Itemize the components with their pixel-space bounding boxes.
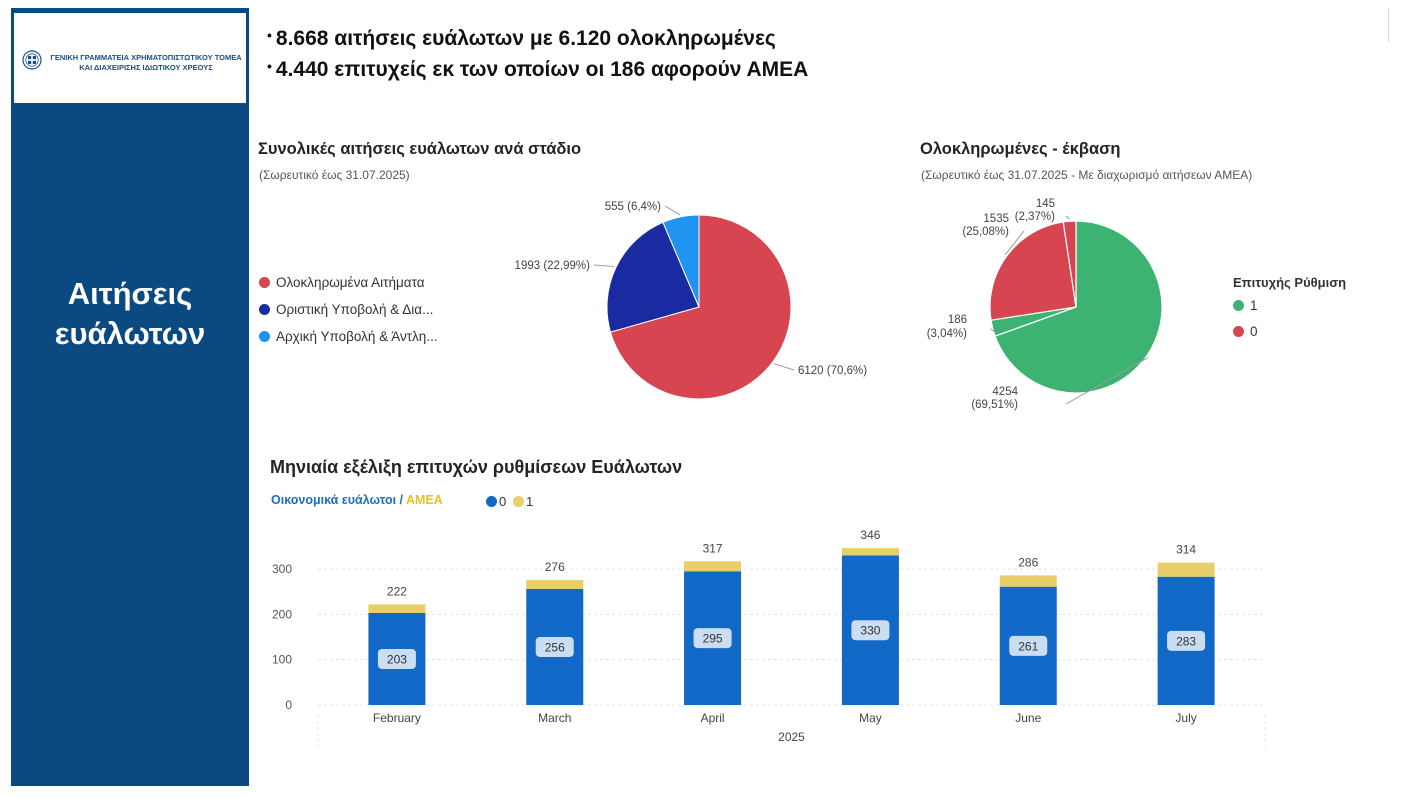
bar-total-label: 346 — [860, 528, 881, 543]
pie1-title: Συνολικές αιτήσεις ευάλωτων ανά στάδιο — [258, 140, 582, 158]
leader-line — [1066, 216, 1069, 219]
legend-dot-icon — [1233, 326, 1244, 337]
bar-segment — [684, 561, 741, 571]
bar-data-label: 261 — [1018, 639, 1039, 654]
pie-data-label: 4254 — [992, 386, 1018, 398]
leader-line — [774, 364, 794, 370]
pie2-legend-label: 0 — [1250, 324, 1258, 339]
bullet-icon: • — [267, 27, 272, 43]
pie-data-label: 145 — [1035, 198, 1055, 210]
pie1-legend-label: Ολοκληρωμένα Αιτήματα — [276, 275, 425, 290]
pie2-legend-item[interactable] — [1233, 298, 1258, 313]
legend-dot-icon — [486, 496, 497, 507]
pie2-legend-label: 1 — [1250, 298, 1258, 313]
legend-dot-icon — [259, 304, 270, 315]
bar-total-label: 286 — [1018, 555, 1039, 570]
x-tick-label: March — [538, 711, 572, 725]
bullet-icon: • — [267, 58, 272, 74]
legend-dot-icon — [513, 496, 524, 507]
bar-segment — [368, 604, 425, 613]
bar-total-label: 317 — [702, 541, 723, 556]
x-tick-label: February — [372, 711, 421, 725]
bar-data-label: 330 — [860, 623, 881, 638]
pie1-legend-item[interactable] — [259, 329, 438, 344]
pie-data-label: (25,08%) — [962, 226, 1009, 238]
pie-data-label: (69,51%) — [971, 399, 1018, 411]
headline-1-text: 8.668 αιτήσεις ευάλωτων με 6.120 ολοκληρωμένες — [275, 27, 776, 50]
legend-dot-icon — [259, 277, 270, 288]
pie-data-label: 1993 (22,99%) — [514, 260, 590, 272]
pie1-legend-item[interactable] — [259, 275, 425, 290]
bar-legend-label: 0 — [499, 494, 507, 509]
pie2-legend-title: Επιτυχής Ρύθμιση — [1233, 275, 1347, 290]
greek-emblem-icon — [22, 50, 42, 70]
pie1-legend-label: Αρχική Υποβολή & Άντλη... — [276, 329, 438, 344]
pie-data-label: 6120 (70,6%) — [798, 365, 868, 377]
bar-segment — [1000, 575, 1057, 586]
bar-total-label: 276 — [544, 559, 565, 574]
headline-2 — [267, 58, 808, 82]
pie-data-label: 186 — [947, 314, 967, 326]
page-title — [11, 274, 249, 354]
y-tick-label: 0 — [285, 698, 292, 712]
divider — [1388, 8, 1389, 42]
logo-text — [48, 53, 244, 73]
pie2-legend-item[interactable] — [1233, 324, 1258, 339]
bar-subtitle-part-1: Οικονομικά ευάλωτοι / — [271, 493, 403, 507]
y-tick-label: 200 — [271, 607, 292, 622]
bar-segment — [526, 580, 583, 589]
bar-segment — [1158, 563, 1215, 577]
bar-segment — [842, 548, 899, 555]
bar-chart-monthly — [260, 515, 1290, 755]
sidebar — [11, 8, 249, 786]
page-title-line-1: Αιτήσεις — [67, 276, 193, 311]
bar-data-label: 203 — [386, 652, 407, 667]
x-axis-label: 2025 — [778, 730, 805, 744]
y-tick-label: 100 — [271, 652, 292, 667]
x-tick-label: May — [859, 711, 882, 725]
bar-data-label: 283 — [1176, 634, 1197, 649]
bar-total-label: 222 — [386, 584, 407, 599]
bar-data-label: 256 — [544, 640, 565, 655]
bar-legend-label: 1 — [526, 494, 534, 509]
logo-line-1: ΓΕΝΙΚΗ ΓΡΑΜΜΑΤΕΙΑ ΧΡΗΜΑΤΟΠΙΣΤΩΤΙΚΟΥ ΤΟΜΕΑ — [50, 53, 242, 62]
x-tick-label: June — [1015, 711, 1042, 725]
bar-legend-item[interactable] — [486, 494, 506, 509]
pie-data-label: (2,37%) — [1014, 211, 1055, 223]
headline-2-text: 4.440 επιτυχείς εκ των οποίων οι 186 αφορούν ΑΜΕΑ — [275, 58, 809, 81]
pie2-title: Ολοκληρωμένες - έκβαση — [920, 140, 1121, 158]
bar-total-label: 314 — [1176, 542, 1197, 557]
bar-legend-item[interactable] — [513, 494, 533, 509]
pie-data-label: (3,04%) — [926, 328, 967, 340]
pie-data-label: 555 (6,4%) — [604, 201, 661, 213]
y-tick-label: 300 — [271, 562, 292, 576]
logo-line-2: ΚΑΙ ΔΙΑΧΕΙΡΙΣΗΣ ΙΔΙΩΤΙΚΟΥ ΧΡΕΟΥΣ — [79, 63, 213, 72]
pie-data-label: 1535 — [983, 213, 1009, 225]
pie-chart-outcome — [900, 190, 1200, 420]
logo — [14, 13, 246, 103]
bar-data-label: 295 — [702, 631, 723, 646]
pie1-legend-item[interactable] — [259, 302, 433, 317]
bar-title: Μηνιαία εξέλιξη επιτυχών ρυθμίσεων Ευάλωτων — [270, 457, 683, 477]
leader-line — [665, 206, 680, 215]
page-title-line-2: ευάλωτων — [54, 316, 206, 351]
x-tick-label: April — [700, 711, 725, 725]
legend-dot-icon — [1233, 300, 1244, 311]
legend-dot-icon — [259, 331, 270, 342]
bar-subtitle — [271, 493, 443, 507]
pie1-subtitle: (Σωρευτικό έως 31.07.2025) — [259, 168, 410, 182]
pie1-legend-label: Οριστική Υποβολή & Δια... — [276, 302, 434, 317]
x-tick-label: July — [1175, 711, 1197, 725]
leader-line — [594, 265, 614, 266]
pie-chart-stages — [480, 190, 900, 420]
pie2-subtitle: (Σωρευτικό έως 31.07.2025 - Με διαχωρισμό αιτήσεων ΑΜΕΑ) — [921, 168, 1253, 182]
headline-1 — [267, 27, 776, 51]
bar-subtitle-part-2: ΑΜΕΑ — [406, 493, 443, 507]
